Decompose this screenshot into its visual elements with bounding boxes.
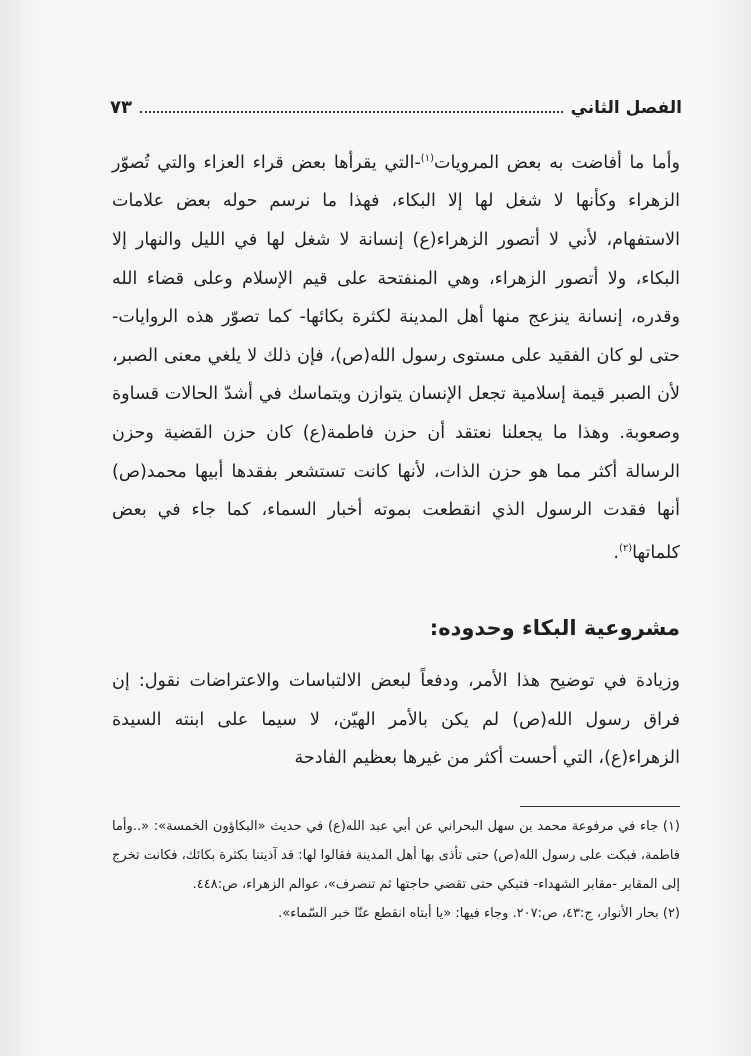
main-paragraph	[112, 140, 680, 572]
paragraph-1	[112, 140, 680, 572]
running-header	[110, 88, 682, 118]
footnote-ref-2[interactable]: (٢)	[618, 542, 633, 554]
footnote-2: (٢) بحار الأنوار، ج:٤٣، ص:٢٠٧. وجاء فيها: «يا أبتاه انقطع عنّا خبر السّماء».	[278, 906, 680, 921]
header-dotted-leader	[140, 110, 563, 113]
paragraph-1-part-a: وأما ما أفاضت به بعض المرويات	[433, 152, 680, 173]
page-number: ٧٣	[110, 97, 132, 118]
section-paragraph: وزيادة في توضيح هذا الأمر، ودفعاً لبعض الالتباسات والاعتراضات نقول: إن فراق رسول الله(ص) لم يكن بالأمر الهيّن، لا سيما على ابنته السيدة الزهراء(ع)، التي أحست أكثر من غيرها بعظيم الفادحة	[112, 671, 680, 769]
chapter-title: الفصل الثاني	[570, 98, 682, 118]
footnote-separator	[520, 806, 680, 807]
section-heading: مشروعية البكاء وحدوده:	[429, 616, 680, 640]
footnote-ref-1[interactable]: (١)	[420, 153, 434, 164]
paragraph-1-part-b: -التي يقرأها بعض قراء العزاء والتي تُصوّر الزهراء وكأنها لا شغل لها إلا البكاء، فهذا ما نرسم حوله بعض علامات الاستفهام، لأني لا أتصور الزهراء(ع) إنسانة لا شغل لها في الليل والنهار إلا البكاء، ولا أتصور الزهراء، وهي المنفتحة على قيم الإسلام وعلى قضاء الله وقدره، إنسانة ينزعج منها أهل المدينة لكثرة بكائها- كما تصوّر هذه الروايات- حتى لو كان الفقيد على مستوى رسول الله(ص)، فإن ذلك لا يلغي معنى الصبر، لأن الصبر قيمة إسلامية تجعل الإنسان يتوازن ويتماسك في أشدّ الحالات قساوة وصعوبة. وهذا ما يجعلنا نعتقد أن حزن فاطمة(ع) كان حزن القضية وحزن الرسالة أكثر مما هو حزن الذات، لأنها كانت تستشعر بفقدها أبيها محمد(ص) أنها فقدت الرسول الذي انقطعت بموته أخبار السماء، كما جاء في بعض كلماتها	[112, 152, 680, 563]
paragraph-1-part-c: .	[613, 542, 619, 563]
footnote-1: (١) جاء في مرفوعة محمد بن سهل البحراني عن أبي عبد الله(ع) في حديث «البكاؤون الخمسة»: «..وأما فاطمة، فبكت على رسول الله(ص) حتى تأذى بها أهل المدينة فقالوا لها: قد آذيتنا بكثرة بكائك، فكانت تخرج إلى المقابر -مقابر الشهداء- فتبكي حتى تقضي حاجتها ثم تنصرف»، عوالم الزهراء، ص:٤٤٨.	[112, 819, 680, 892]
footnotes	[112, 812, 680, 928]
